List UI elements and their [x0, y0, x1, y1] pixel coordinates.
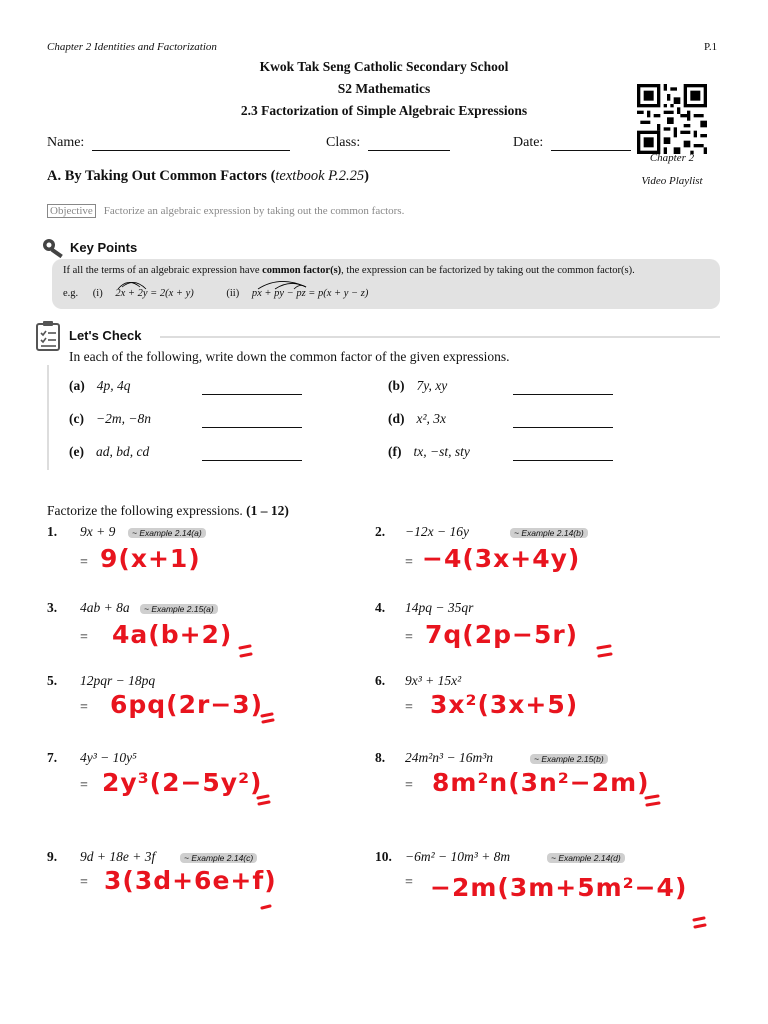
- lets-check-bar: [47, 365, 49, 470]
- equals-sign: =: [405, 700, 413, 715]
- equals-sign: =: [405, 555, 413, 570]
- objective-text: Factorize an algebraic expression by taking out the common factors.: [103, 205, 405, 217]
- question-expression: 9x³ + 15x²: [405, 673, 462, 688]
- handwritten-answer[interactable]: 2y³(2−5y²): [102, 768, 263, 797]
- handwritten-answer[interactable]: 7q(2p−5r): [425, 620, 579, 649]
- question-number: 3.: [47, 600, 58, 615]
- date-label: Date:: [513, 135, 544, 150]
- handwritten-answer[interactable]: 3x²(3x+5): [430, 690, 579, 719]
- example-tag: ~ Example 2.14(c): [180, 853, 257, 863]
- class-field[interactable]: [326, 135, 450, 151]
- check-item-a: (a) 4p, 4q: [69, 378, 131, 393]
- equals-mark: [262, 714, 273, 722]
- question-expression: 4ab + 8a: [80, 600, 130, 615]
- equals-sign: =: [405, 875, 413, 890]
- answer-line-e[interactable]: [202, 459, 302, 461]
- qr-code-icon[interactable]: [637, 84, 707, 154]
- arrows-diagram: [110, 275, 370, 291]
- check-item-c: (c) −2m, −8n: [69, 411, 151, 426]
- example-tag: ~ Example 2.14(b): [510, 528, 588, 538]
- question-expression: −6m² − 10m³ + 8m: [405, 849, 511, 864]
- example-2: px + py − pz = p(x + y − z): [251, 288, 369, 299]
- question-expression: 9x + 9: [80, 524, 116, 539]
- equals-sign: =: [80, 700, 88, 715]
- handwritten-answer[interactable]: 9(x+1): [100, 544, 201, 573]
- question-number: 4.: [375, 600, 386, 615]
- example-tag: ~ Example 2.15(a): [140, 604, 218, 614]
- equals-sign: =: [80, 875, 88, 890]
- qr-caption-playlist: Video Playlist: [641, 175, 703, 187]
- handwritten-answer[interactable]: 6pq(2r−3): [110, 690, 264, 719]
- answer-line-b[interactable]: [513, 393, 613, 395]
- lets-check-instruction: In each of the following, write down the common factor of the given expressions.: [69, 349, 510, 364]
- equals-sign: =: [405, 630, 413, 645]
- school-name: Kwok Tak Seng Catholic Secondary School: [259, 59, 509, 74]
- question-number: 7.: [47, 750, 58, 765]
- handwritten-answer[interactable]: −4(3x+4y): [422, 544, 581, 573]
- key-points-examples: e.g. (i) 2x + 2y = 2(x + y) (ii) px + py − pz = p(x + y − z): [63, 288, 369, 299]
- question-expression: 14pq − 35qr: [405, 600, 474, 615]
- check-item-f: (f) tx, −st, sty: [388, 444, 470, 459]
- question-number: 10.: [375, 849, 392, 864]
- question-number: 5.: [47, 673, 58, 688]
- topic-title: 2.3 Factorization of Simple Algebraic Expressions: [240, 103, 528, 118]
- name-label: Name:: [47, 135, 85, 150]
- lets-check-divider: [160, 336, 720, 338]
- example-tag: ~ Example 2.15(b): [530, 754, 608, 764]
- key-points-title: Key Points: [70, 240, 138, 255]
- handwritten-answer[interactable]: −2m(3m+5m²−4): [430, 873, 688, 902]
- question-number: 8.: [375, 750, 386, 765]
- answer-line-c[interactable]: [202, 426, 302, 428]
- equals-mark: [262, 906, 270, 908]
- equals-mark: [240, 646, 251, 656]
- class-line[interactable]: [368, 136, 450, 151]
- equals-sign: =: [80, 630, 88, 645]
- equals-sign: =: [80, 778, 88, 793]
- answer-line-a[interactable]: [202, 393, 302, 395]
- qr-caption-chapter: Chapter 2: [649, 152, 695, 164]
- eg-label: e.g.: [63, 288, 79, 299]
- equals-mark: [646, 796, 659, 805]
- example-tag: ~ Example 2.14(d): [547, 853, 625, 863]
- subject-title: S2 Mathematics: [337, 81, 431, 96]
- handwritten-answer[interactable]: 8m²n(3n²−2m): [432, 768, 650, 797]
- check-item-b: (b) 7y, xy: [388, 378, 448, 393]
- handwritten-answer[interactable]: 3(3d+6e+f): [104, 866, 277, 895]
- question-expression: 24m²n³ − 16m³n: [405, 750, 494, 765]
- key-icon: [41, 237, 67, 261]
- equals-mark: [258, 796, 269, 804]
- equals-sign: =: [405, 778, 413, 793]
- key-points-text: If all the terms of an algebraic expression have common factor(s), the expression can be factorized by taking out the common factor(s).: [63, 265, 635, 276]
- class-label: Class:: [326, 135, 361, 150]
- question-expression: 4y³ − 10y⁵: [80, 750, 137, 765]
- question-number: 2.: [375, 524, 386, 539]
- checklist-icon: [35, 320, 63, 352]
- page-number: P.1: [704, 41, 718, 53]
- objective: [47, 205, 404, 217]
- equals-mark: [598, 646, 611, 656]
- date-line[interactable]: [551, 136, 631, 151]
- equals-mark: [694, 918, 705, 927]
- example-tag: ~ Example 2.14(a): [128, 528, 206, 538]
- question-expression: −12x − 16y: [405, 524, 469, 539]
- textbook-ref: textbook P.2.25: [275, 168, 365, 184]
- check-item-d: (d) x², 3x: [388, 411, 447, 426]
- handwritten-answer[interactable]: 4a(b+2): [112, 620, 233, 649]
- name-line[interactable]: [92, 136, 290, 151]
- lets-check-title: Let's Check: [69, 328, 142, 343]
- answer-line-f[interactable]: [513, 459, 613, 461]
- example-1: 2x + 2y = 2(x + y): [115, 288, 194, 299]
- factorize-instruction: Factorize the following expressions. (1 – 12): [47, 503, 289, 518]
- date-field[interactable]: [513, 135, 631, 151]
- name-field[interactable]: [47, 135, 290, 151]
- question-number: 6.: [375, 673, 386, 688]
- question-expression: 12pqr − 18pq: [80, 673, 156, 688]
- question-number: 9.: [47, 849, 58, 864]
- objective-label: Objective: [47, 204, 96, 218]
- chapter-header: Chapter 2 Identities and Factorization: [47, 41, 217, 53]
- question-expression: 9d + 18e + 3f: [80, 849, 156, 864]
- equals-sign: =: [80, 555, 88, 570]
- question-number: 1.: [47, 524, 58, 539]
- section-a-title: A. By Taking Out Common Factors (textbook P.2.25): [47, 168, 369, 184]
- answer-line-d[interactable]: [513, 426, 613, 428]
- check-item-e: (e) ad, bd, cd: [69, 444, 150, 459]
